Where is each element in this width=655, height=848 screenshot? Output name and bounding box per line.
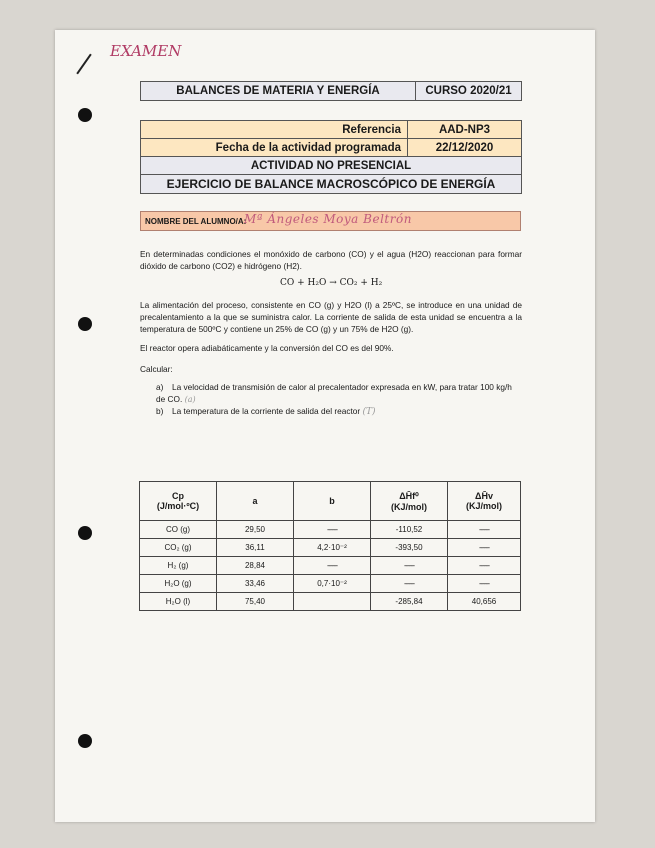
cell-hf: -110,52 xyxy=(371,521,448,539)
header-enthalpy-vaporization: ΔH̄v (KJ/mol) xyxy=(448,482,521,521)
question-b-text: La temperatura de la corriente de salida del reactor xyxy=(172,406,361,416)
cell-compound: H₂O (g) xyxy=(140,575,217,593)
cell-hv: ------ xyxy=(448,557,521,575)
header-cp: Cp (J/mol·ºC) xyxy=(140,482,217,521)
header-a: a xyxy=(217,482,294,521)
cell-a: 28,84 xyxy=(217,557,294,575)
header-enthalpy-formation: ΔH̄f⁰ (KJ/mol) xyxy=(371,482,448,521)
activity-type: ACTIVIDAD NO PRESENCIAL xyxy=(141,157,522,175)
cell-a: 36,11 xyxy=(217,539,294,557)
reference-label: Referencia xyxy=(141,121,408,139)
header-b: b xyxy=(294,482,371,521)
calculate-heading: Calcular: xyxy=(140,364,173,374)
cell-a: 33,46 xyxy=(217,575,294,593)
activity-header xyxy=(140,120,522,194)
table-row xyxy=(140,521,521,539)
cell-a: 75,40 xyxy=(217,593,294,611)
course-year: CURSO 2020/21 xyxy=(416,82,522,101)
table-row xyxy=(140,539,521,557)
cell-compound: H₂ (g) xyxy=(140,557,217,575)
cell-b: ------ xyxy=(294,521,371,539)
cell-hf: -285,84 xyxy=(371,593,448,611)
subject-title: BALANCES DE MATERIA Y ENERGÍA xyxy=(141,82,416,101)
handwritten-examen: EXAMEN xyxy=(110,42,182,60)
date-value: 22/12/2020 xyxy=(408,139,522,157)
punch-hole xyxy=(78,317,92,331)
cell-hv: ------ xyxy=(448,575,521,593)
cell-hf: ------ xyxy=(371,557,448,575)
punch-hole xyxy=(78,526,92,540)
student-name-label: NOMBRE DEL ALUMNO/A: xyxy=(145,217,247,226)
table-row xyxy=(140,575,521,593)
punch-hole xyxy=(78,734,92,748)
cell-compound: CO₂ (g) xyxy=(140,539,217,557)
cell-compound: CO (g) xyxy=(140,521,217,539)
reference-value: AAD-NP3 xyxy=(408,121,522,139)
date-label: Fecha de la actividad programada xyxy=(141,139,408,157)
cell-a: 29,50 xyxy=(217,521,294,539)
question-a-label: a) xyxy=(156,382,164,392)
cell-compound: H₂O (l) xyxy=(140,593,217,611)
table-header-row xyxy=(140,482,521,521)
question-b xyxy=(156,405,516,418)
cell-hf: -393,50 xyxy=(371,539,448,557)
cell-b: 4,2·10⁻² xyxy=(294,539,371,557)
question-a-text: La velocidad de transmisión de calor al precalentador expresada en kW, para tratar 100 kg/h de CO. xyxy=(156,382,512,404)
statement-process xyxy=(140,299,522,335)
cell-b: ------ xyxy=(294,557,371,575)
cell-b: 0,7·10⁻² xyxy=(294,575,371,593)
course-header xyxy=(140,81,522,101)
thermo-data-table xyxy=(139,481,521,611)
statement-intro xyxy=(140,248,522,272)
paragraph-reactor: El reactor opera adiabáticamente y la conversión del CO es del 90%. xyxy=(140,343,394,353)
cell-hv: ------ xyxy=(448,539,521,557)
handwritten-mark-a: (a) xyxy=(184,395,196,404)
handwritten-student-name: Mª Ángeles Moya Beltrón xyxy=(244,212,412,226)
table-row xyxy=(140,593,521,611)
table-row xyxy=(140,557,521,575)
handwritten-mark-t: (T) xyxy=(362,407,376,417)
chemical-equation: CO + H₂O → CO₂ + H₂ xyxy=(280,278,383,288)
statement-reactor xyxy=(140,342,522,354)
question-a xyxy=(156,381,516,406)
cell-b xyxy=(294,593,371,611)
paragraph-feed: La alimentación del proceso, consistente en CO (g) y H2O (l) a 25ºC, se introduce en una unidad de precalentamiento a la que se suministra calor. La corriente de salida de esta unidad se encuentra a la temperatura de 500ºC y contiene un 25% de CO (g) y un 75% de H2O (g). xyxy=(140,300,522,334)
exercise-title: EJERCICIO DE BALANCE MACROSCÓPICO DE ENERGÍA xyxy=(141,175,522,194)
cell-hv: ------ xyxy=(448,521,521,539)
cell-hf: ------ xyxy=(371,575,448,593)
question-b-label: b) xyxy=(156,406,164,416)
punch-hole xyxy=(78,108,92,122)
paragraph-reaction: En determinadas condiciones el monóxido de carbono (CO) y el agua (H2O) reaccionan para formar dióxido de carbono (CO2) e hidrógeno (H2). xyxy=(140,249,522,271)
cell-hv: 40,656 xyxy=(448,593,521,611)
